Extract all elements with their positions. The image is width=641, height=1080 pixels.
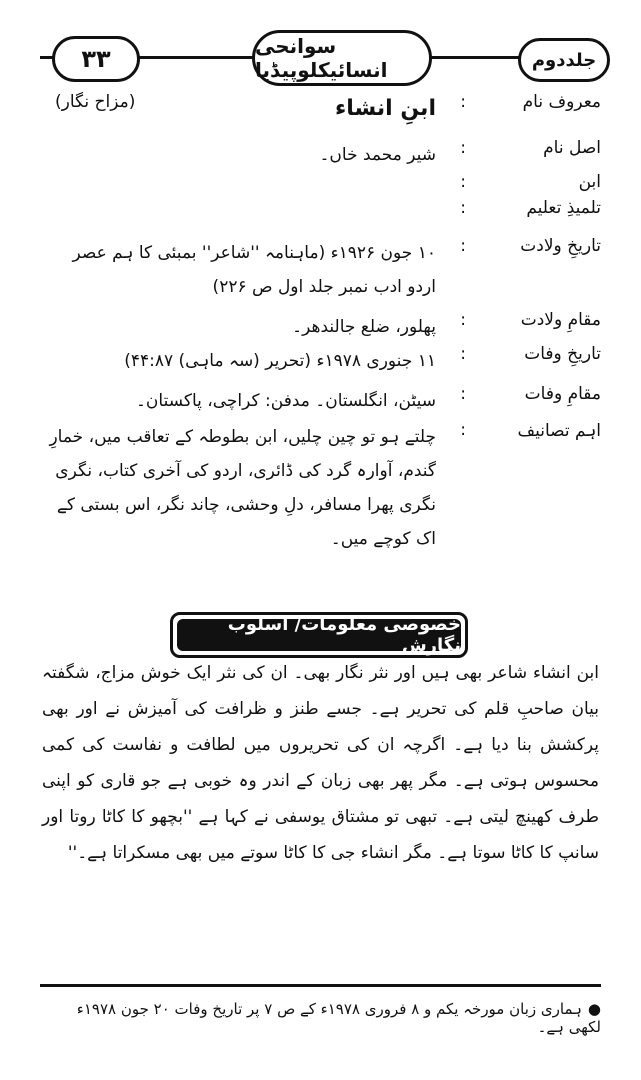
page-header — [0, 0, 641, 90]
colon: : — [460, 138, 466, 158]
colon: : — [460, 420, 466, 440]
entry-value: ۱۱ جنوری ۱۹۷۸ء (تحریر (سہ ماہی) ۴۴:۸۷) — [124, 351, 436, 371]
entry-value: چلتے ہو تو چین چلیں، ابن بطوطہ کے تعاقب میں، خمارِ گندم، آوارہ گرد کی ڈائری، اردو کی آخری کتاب، نگری نگری پھرا مسافر، دلِ وحشی، چاند نگر، اس بستی کے اک کوچے میں۔ — [49, 427, 436, 549]
entry-works — [40, 420, 601, 549]
entry-label: تلمیذِ تعلیم — [526, 198, 601, 218]
entry-death-place — [40, 384, 601, 418]
footnote — [40, 1000, 601, 1036]
colon: : — [460, 310, 466, 330]
entry-real-name — [40, 138, 601, 172]
entry-disciple — [40, 198, 601, 228]
entry-known-name — [40, 92, 601, 126]
page-number: ۳۳ — [52, 36, 140, 82]
footnote-rule — [40, 984, 601, 987]
entry-value: شیر محمد خاں۔ — [319, 145, 436, 165]
colon: : — [460, 198, 466, 218]
book-title: سوانحی انسائیکلوپیڈیا — [252, 30, 432, 86]
colon: : — [460, 172, 466, 192]
entry-label: اہم تصانیف — [517, 421, 601, 441]
colon: : — [460, 92, 466, 112]
colon: : — [460, 384, 466, 404]
entry-label: تاریخِ وفات — [524, 344, 601, 364]
entry-label: تاریخِ ولادت — [520, 236, 601, 256]
entry-note: (مزاح نگار) — [55, 92, 136, 112]
entry-label: مقامِ ولادت — [520, 310, 601, 330]
entry-label: مقامِ وفات — [524, 384, 601, 404]
entry-value: ۱۰ جون ۱۹۲۶ء (ماہنامہ ''شاعر'' بمبئی کا ہم عصر اردو ادب نمبر جلد اول ص ۲۲۶) — [72, 243, 436, 297]
colon: : — [460, 344, 466, 364]
entry-value: سیٹن، انگلستان۔ مدفن: کراچی، پاکستان۔ — [135, 391, 436, 411]
footnote-text: ہماری زبان مورخہ یکم و ۸ فروری ۱۹۷۸ء کے ص ۷ پر تاریخ وفات ۲۰ جون ۱۹۷۸ء لکھی ہے۔ — [76, 1000, 601, 1036]
section-heading — [170, 612, 468, 658]
entry-birth-date — [40, 236, 601, 306]
bullet-icon: ● — [587, 1000, 601, 1018]
entry-label: اصل نام — [543, 138, 601, 158]
entry-death-date — [40, 344, 601, 378]
entry-value: ابنِ انشاء — [335, 96, 436, 121]
entry-value: پھلور، ضلع جالندھر۔ — [292, 317, 436, 337]
entry-label: ابن — [578, 172, 601, 192]
section-title: خصوصی معلومات/ اسلوب نگارش — [177, 619, 461, 651]
colon: : — [460, 236, 466, 256]
entry-birth-place — [40, 310, 601, 344]
style-paragraph: ابن انشاء شاعر بھی ہیں اور نثر نگار بھی۔ ان کی نثر ایک خوش مزاج، شگفتہ بیان صاحبِ قلم کی تحریر ہے۔ جسے طنز و ظرافت کی آمیزش نے اور بھی پرکشش بنا دیا ہے۔ اگرچہ ان کی تحریروں میں لطافت و نفاست کی کمی محسوس ہوتی ہے۔ مگر پھر بھی زبان کے اندر وہ خوبی ہے جو قاری کو اپنی طرف کھینچ لیتی ہے۔ تبھی تو مشتاق یوسفی نے کہا ہے ''بچھو کا کاٹا روتا اور سانپ کا کاٹا سوتا ہے۔ مگر انشاء جی کا کاٹا سوتے میں بھی مسکراتا ہے۔'' — [42, 663, 599, 863]
volume-label: جلددوم — [518, 38, 610, 82]
entry-label: معروف نام — [522, 92, 601, 112]
